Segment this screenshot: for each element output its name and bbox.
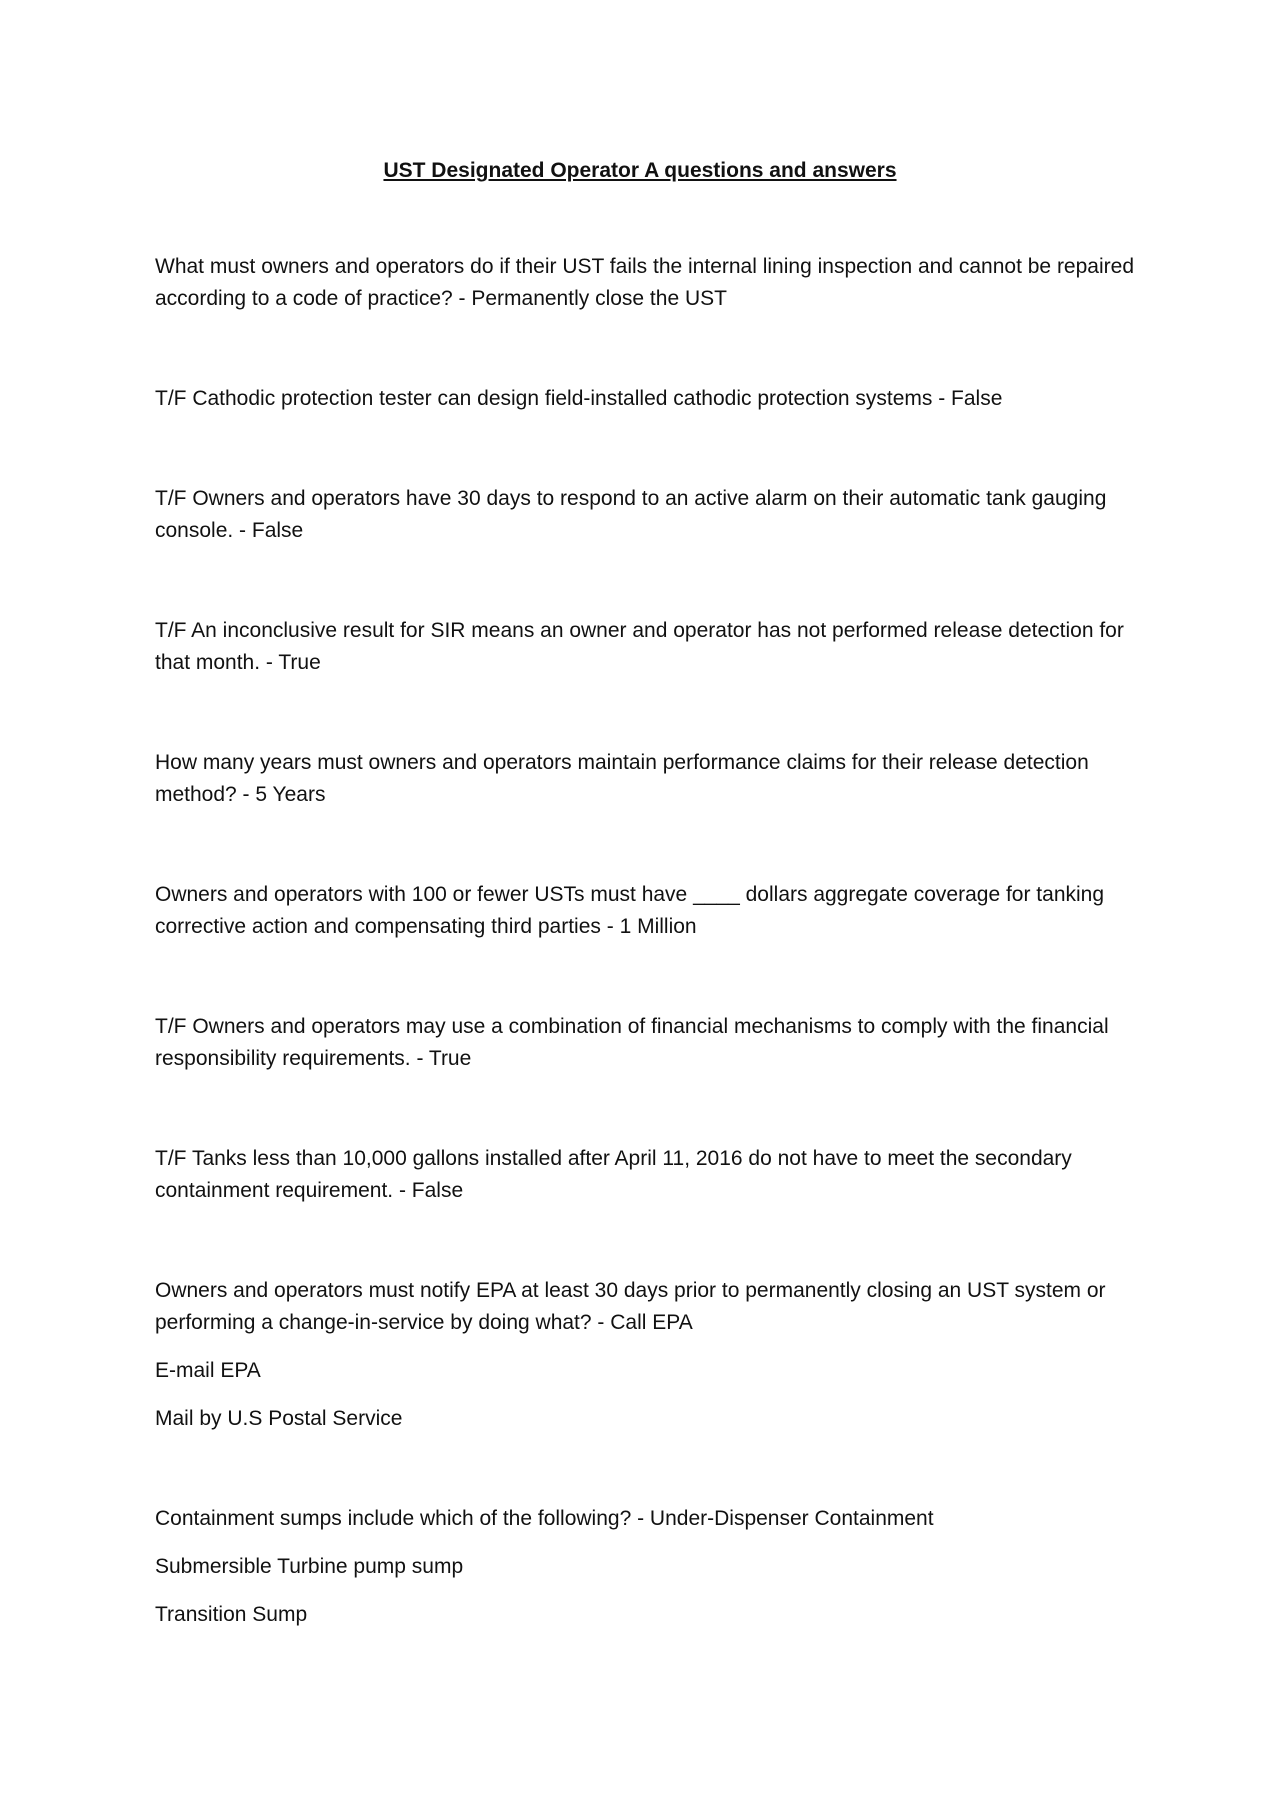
qa-item bbox=[155, 483, 1135, 547]
qa-text: Owners and operators with 100 or fewer USTs must have ____ dollars aggregate coverage for tanking corrective action and compensating third parties - 1 Million bbox=[155, 883, 1105, 938]
qa-answer-line: Mail by U.S Postal Service bbox=[155, 1407, 403, 1430]
qa-text: T/F Cathodic protection tester can design field-installed cathodic protection systems - False bbox=[155, 387, 1003, 410]
qa-item bbox=[155, 1143, 1135, 1207]
qa-text: What must owners and operators do if their UST fails the internal lining inspection and cannot be repaired according to a code of practice? - Permanently close the UST bbox=[155, 255, 1134, 310]
qa-item bbox=[155, 251, 1135, 315]
qa-text: Owners and operators must notify EPA at least 30 days prior to permanently closing an UST system or performing a change-in-service by doing what? - Call EPA bbox=[155, 1279, 1106, 1334]
qa-answer-line: Transition Sump bbox=[155, 1603, 308, 1626]
qa-item bbox=[155, 747, 1135, 811]
qa-item bbox=[155, 1503, 1135, 1631]
qa-answer-line: E-mail EPA bbox=[155, 1359, 261, 1382]
qa-item bbox=[155, 615, 1135, 679]
qa-answer-line: Submersible Turbine pump sump bbox=[155, 1555, 464, 1578]
qa-item bbox=[155, 879, 1135, 943]
page-title: UST Designated Operator A questions and answers bbox=[383, 159, 897, 182]
qa-item bbox=[155, 1011, 1135, 1075]
qa-item bbox=[155, 383, 1135, 415]
qa-text: T/F An inconclusive result for SIR means an owner and operator has not performed release detection for that month. - True bbox=[155, 619, 1124, 674]
qa-text: T/F Owners and operators may use a combination of financial mechanisms to comply with the financial responsibility requirements. - True bbox=[155, 1015, 1109, 1070]
qa-item bbox=[155, 1275, 1135, 1435]
qa-text: T/F Tanks less than 10,000 gallons installed after April 11, 2016 do not have to meet the secondary containment requirement. - False bbox=[155, 1147, 1072, 1202]
qa-text: T/F Owners and operators have 30 days to respond to an active alarm on their automatic tank gauging console. - False bbox=[155, 487, 1107, 542]
qa-list bbox=[155, 251, 1135, 1699]
qa-text: Containment sumps include which of the following? - Under-Dispenser Containment bbox=[155, 1507, 934, 1530]
qa-text: How many years must owners and operators maintain performance claims for their release detection method? - 5 Years bbox=[155, 751, 1089, 806]
